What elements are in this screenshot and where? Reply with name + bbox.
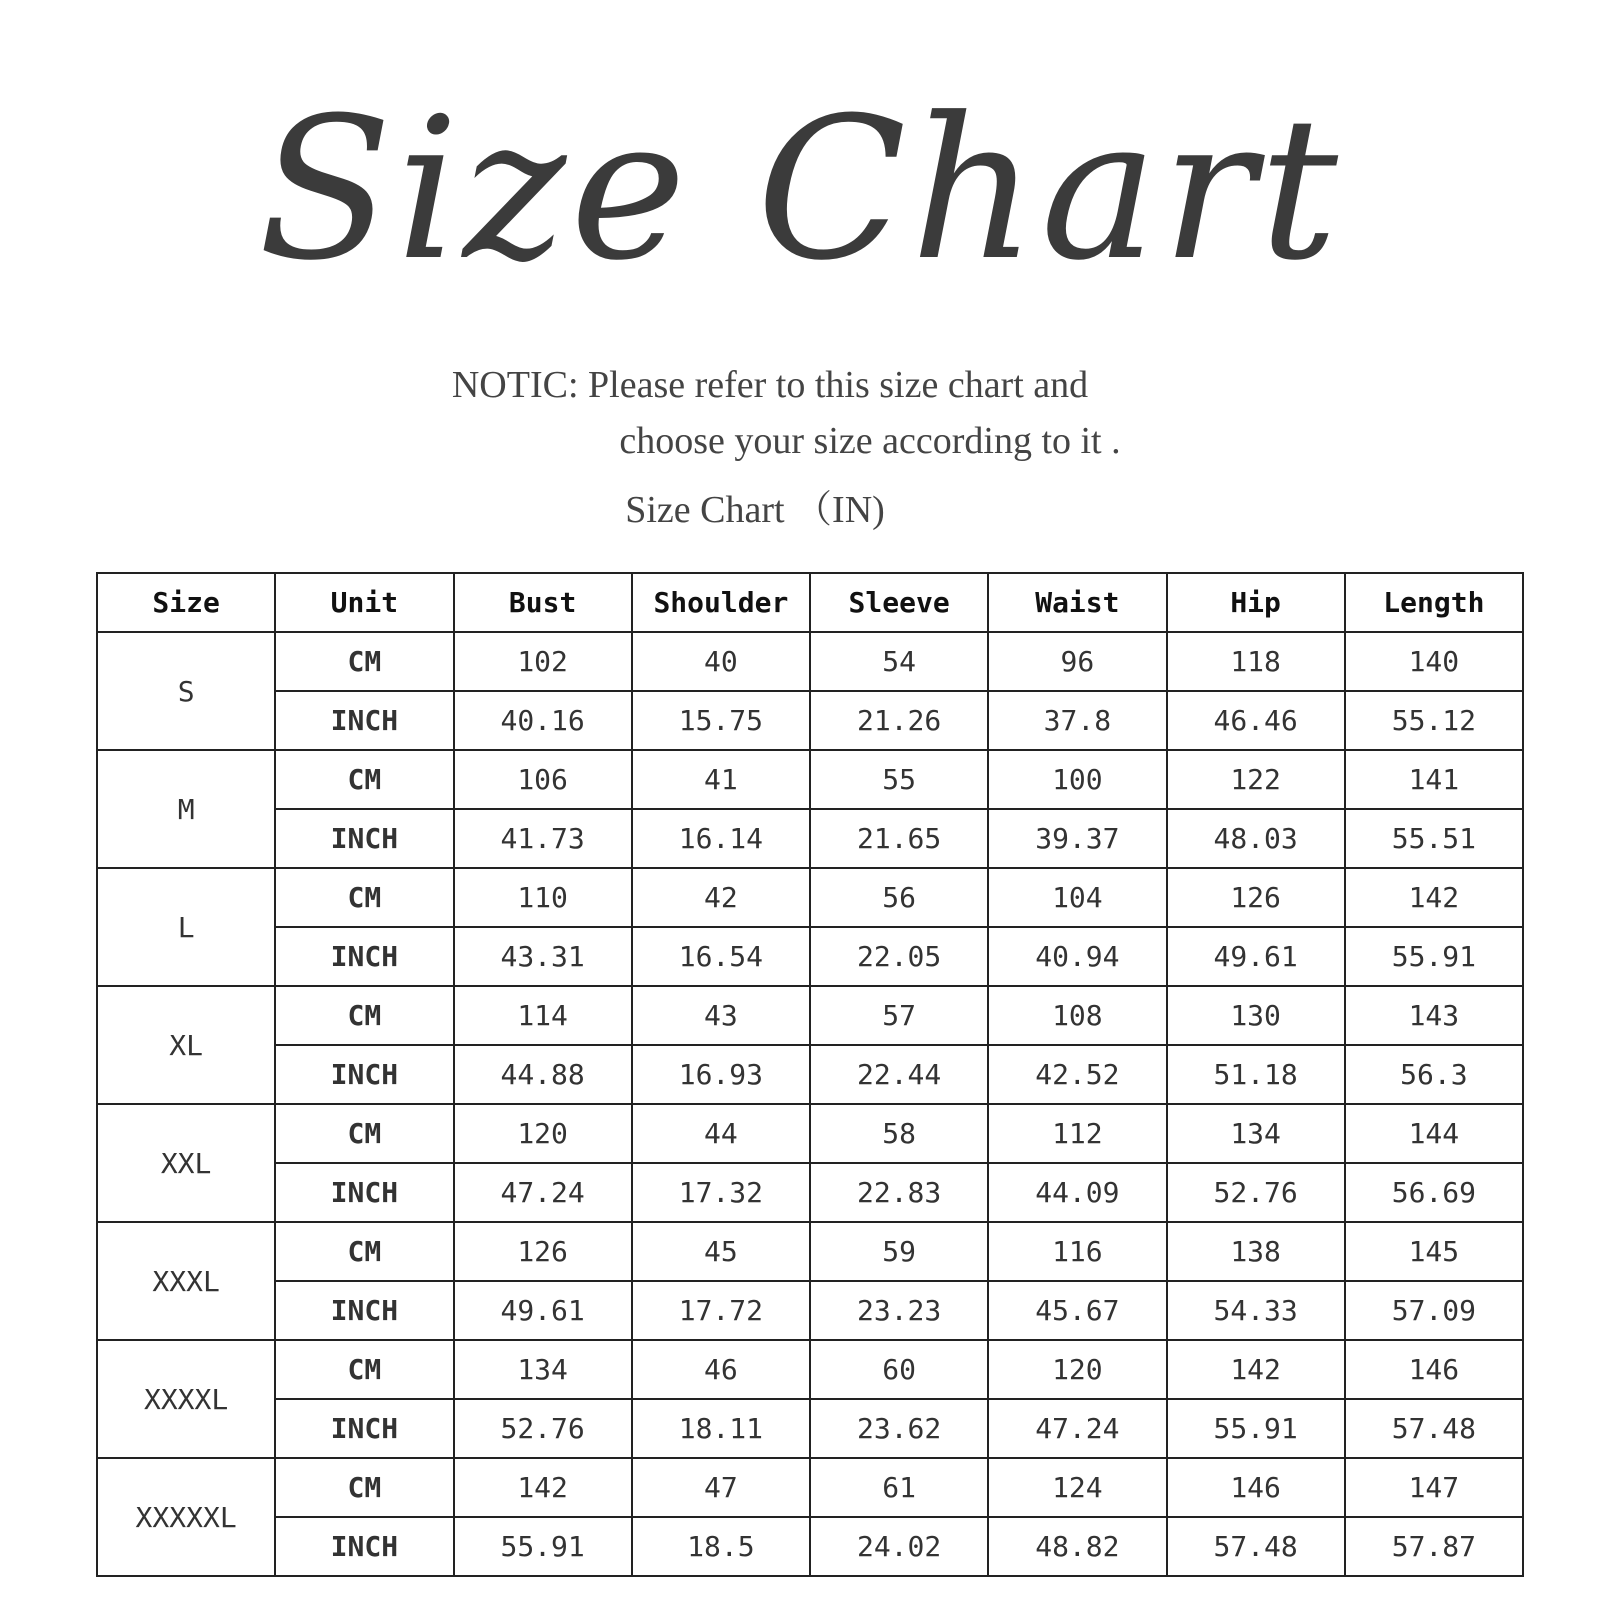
column-header-bust: Bust	[454, 573, 632, 632]
measurement-cell: 46	[632, 1340, 810, 1399]
unit-label: CM	[275, 1458, 453, 1517]
measurement-cell: 23.62	[810, 1399, 988, 1458]
measurement-cell: 134	[454, 1340, 632, 1399]
measurement-cell: 45	[632, 1222, 810, 1281]
table-row	[97, 750, 1523, 809]
measurement-cell: 17.32	[632, 1163, 810, 1222]
measurement-cell: 54	[810, 632, 988, 691]
measurement-cell: 56	[810, 868, 988, 927]
notice-line-2: choose your size according to it .	[619, 420, 1121, 462]
table-row	[97, 927, 1523, 986]
measurement-cell: 138	[1167, 1222, 1345, 1281]
column-header-shoulder: Shoulder	[632, 573, 810, 632]
measurement-cell: 142	[1167, 1340, 1345, 1399]
measurement-cell: 141	[1345, 750, 1523, 809]
measurement-cell: 102	[454, 632, 632, 691]
measurement-cell: 22.83	[810, 1163, 988, 1222]
size-chart-subtitle: Size Chart （IN)	[625, 489, 885, 531]
table-row	[97, 1517, 1523, 1576]
measurement-cell: 57.87	[1345, 1517, 1523, 1576]
measurement-cell: 47.24	[988, 1399, 1166, 1458]
measurement-cell: 18.5	[632, 1517, 810, 1576]
unit-label: INCH	[275, 1517, 453, 1576]
measurement-cell: 40	[632, 632, 810, 691]
measurement-cell: 118	[1167, 632, 1345, 691]
measurement-cell: 57.48	[1167, 1517, 1345, 1576]
measurement-cell: 120	[988, 1340, 1166, 1399]
unit-label: INCH	[275, 1163, 453, 1222]
size-label: XXXXXL	[97, 1458, 275, 1576]
measurement-cell: 21.26	[810, 691, 988, 750]
table-row	[97, 1222, 1523, 1281]
measurement-cell: 43.31	[454, 927, 632, 986]
table-row	[97, 1399, 1523, 1458]
table-row	[97, 1340, 1523, 1399]
measurement-cell: 55.91	[454, 1517, 632, 1576]
column-header-length: Length	[1345, 573, 1523, 632]
table-row	[97, 986, 1523, 1045]
notice-line-1: NOTIC: Please refer to this size chart and	[451, 364, 1089, 406]
measurement-cell: 24.02	[810, 1517, 988, 1576]
measurement-cell: 110	[454, 868, 632, 927]
measurement-cell: 16.93	[632, 1045, 810, 1104]
measurement-cell: 60	[810, 1340, 988, 1399]
table-row	[97, 1458, 1523, 1517]
measurement-cell: 40.16	[454, 691, 632, 750]
table-header-row	[97, 573, 1523, 632]
unit-label: CM	[275, 1104, 453, 1163]
measurement-cell: 44.88	[454, 1045, 632, 1104]
size-label: XXXL	[97, 1222, 275, 1340]
measurement-cell: 57.09	[1345, 1281, 1523, 1340]
measurement-cell: 126	[454, 1222, 632, 1281]
measurement-cell: 112	[988, 1104, 1166, 1163]
unit-label: INCH	[275, 1281, 453, 1340]
size-label: S	[97, 632, 275, 750]
measurement-cell: 108	[988, 986, 1166, 1045]
measurement-cell: 48.82	[988, 1517, 1166, 1576]
measurement-cell: 130	[1167, 986, 1345, 1045]
size-label: L	[97, 868, 275, 986]
measurement-cell: 21.65	[810, 809, 988, 868]
measurement-cell: 57	[810, 986, 988, 1045]
measurement-cell: 16.54	[632, 927, 810, 986]
measurement-cell: 43	[632, 986, 810, 1045]
unit-label: INCH	[275, 1399, 453, 1458]
measurement-cell: 61	[810, 1458, 988, 1517]
measurement-cell: 55.12	[1345, 691, 1523, 750]
table-row	[97, 1045, 1523, 1104]
unit-label: INCH	[275, 691, 453, 750]
measurement-cell: 47.24	[454, 1163, 632, 1222]
size-label: M	[97, 750, 275, 868]
measurement-cell: 16.14	[632, 809, 810, 868]
measurement-cell: 22.05	[810, 927, 988, 986]
size-label: XL	[97, 986, 275, 1104]
measurement-cell: 144	[1345, 1104, 1523, 1163]
measurement-cell: 142	[454, 1458, 632, 1517]
measurement-cell: 48.03	[1167, 809, 1345, 868]
size-table	[96, 572, 1524, 1577]
measurement-cell: 46.46	[1167, 691, 1345, 750]
measurement-cell: 52.76	[454, 1399, 632, 1458]
table-row	[97, 1104, 1523, 1163]
size-label: XXXXL	[97, 1340, 275, 1458]
measurement-cell: 55.91	[1345, 927, 1523, 986]
table-row	[97, 809, 1523, 868]
measurement-cell: 23.23	[810, 1281, 988, 1340]
unit-label: CM	[275, 986, 453, 1045]
measurement-cell: 22.44	[810, 1045, 988, 1104]
measurement-cell: 56.69	[1345, 1163, 1523, 1222]
measurement-cell: 96	[988, 632, 1166, 691]
measurement-cell: 104	[988, 868, 1166, 927]
unit-label: CM	[275, 632, 453, 691]
measurement-cell: 140	[1345, 632, 1523, 691]
unit-label: CM	[275, 868, 453, 927]
measurement-cell: 54.33	[1167, 1281, 1345, 1340]
column-header-hip: Hip	[1167, 573, 1345, 632]
measurement-cell: 41.73	[454, 809, 632, 868]
table-row	[97, 1281, 1523, 1340]
measurement-cell: 147	[1345, 1458, 1523, 1517]
measurement-cell: 116	[988, 1222, 1166, 1281]
measurement-cell: 143	[1345, 986, 1523, 1045]
table-body	[97, 632, 1523, 1576]
measurement-cell: 114	[454, 986, 632, 1045]
unit-label: CM	[275, 1222, 453, 1281]
measurement-cell: 49.61	[454, 1281, 632, 1340]
page-title: Size Chart	[257, 76, 1343, 304]
measurement-cell: 59	[810, 1222, 988, 1281]
measurement-cell: 122	[1167, 750, 1345, 809]
measurement-cell: 142	[1345, 868, 1523, 927]
measurement-cell: 18.11	[632, 1399, 810, 1458]
column-header-waist: Waist	[988, 573, 1166, 632]
measurement-cell: 40.94	[988, 927, 1166, 986]
measurement-cell: 145	[1345, 1222, 1523, 1281]
unit-label: INCH	[275, 809, 453, 868]
measurement-cell: 52.76	[1167, 1163, 1345, 1222]
table-row	[97, 632, 1523, 691]
unit-label: INCH	[275, 1045, 453, 1104]
measurement-cell: 55	[810, 750, 988, 809]
measurement-cell: 47	[632, 1458, 810, 1517]
measurement-cell: 39.37	[988, 809, 1166, 868]
column-header-sleeve: Sleeve	[810, 573, 988, 632]
measurement-cell: 100	[988, 750, 1166, 809]
unit-label: CM	[275, 1340, 453, 1399]
measurement-cell: 41	[632, 750, 810, 809]
measurement-cell: 49.61	[1167, 927, 1345, 986]
column-header-size: Size	[97, 573, 275, 632]
measurement-cell: 134	[1167, 1104, 1345, 1163]
measurement-cell: 37.8	[988, 691, 1166, 750]
table-row	[97, 691, 1523, 750]
measurement-cell: 56.3	[1345, 1045, 1523, 1104]
measurement-cell: 120	[454, 1104, 632, 1163]
measurement-cell: 58	[810, 1104, 988, 1163]
column-header-unit: Unit	[275, 573, 453, 632]
unit-label: INCH	[275, 927, 453, 986]
measurement-cell: 55.91	[1167, 1399, 1345, 1458]
measurement-cell: 55.51	[1345, 809, 1523, 868]
table-row	[97, 868, 1523, 927]
measurement-cell: 146	[1167, 1458, 1345, 1517]
measurement-cell: 106	[454, 750, 632, 809]
table-row	[97, 1163, 1523, 1222]
measurement-cell: 124	[988, 1458, 1166, 1517]
measurement-cell: 17.72	[632, 1281, 810, 1340]
size-label: XXL	[97, 1104, 275, 1222]
measurement-cell: 45.67	[988, 1281, 1166, 1340]
measurement-cell: 126	[1167, 868, 1345, 927]
measurement-cell: 15.75	[632, 691, 810, 750]
measurement-cell: 44.09	[988, 1163, 1166, 1222]
measurement-cell: 57.48	[1345, 1399, 1523, 1458]
measurement-cell: 146	[1345, 1340, 1523, 1399]
measurement-cell: 42.52	[988, 1045, 1166, 1104]
measurement-cell: 42	[632, 868, 810, 927]
measurement-cell: 51.18	[1167, 1045, 1345, 1104]
measurement-cell: 44	[632, 1104, 810, 1163]
unit-label: CM	[275, 750, 453, 809]
